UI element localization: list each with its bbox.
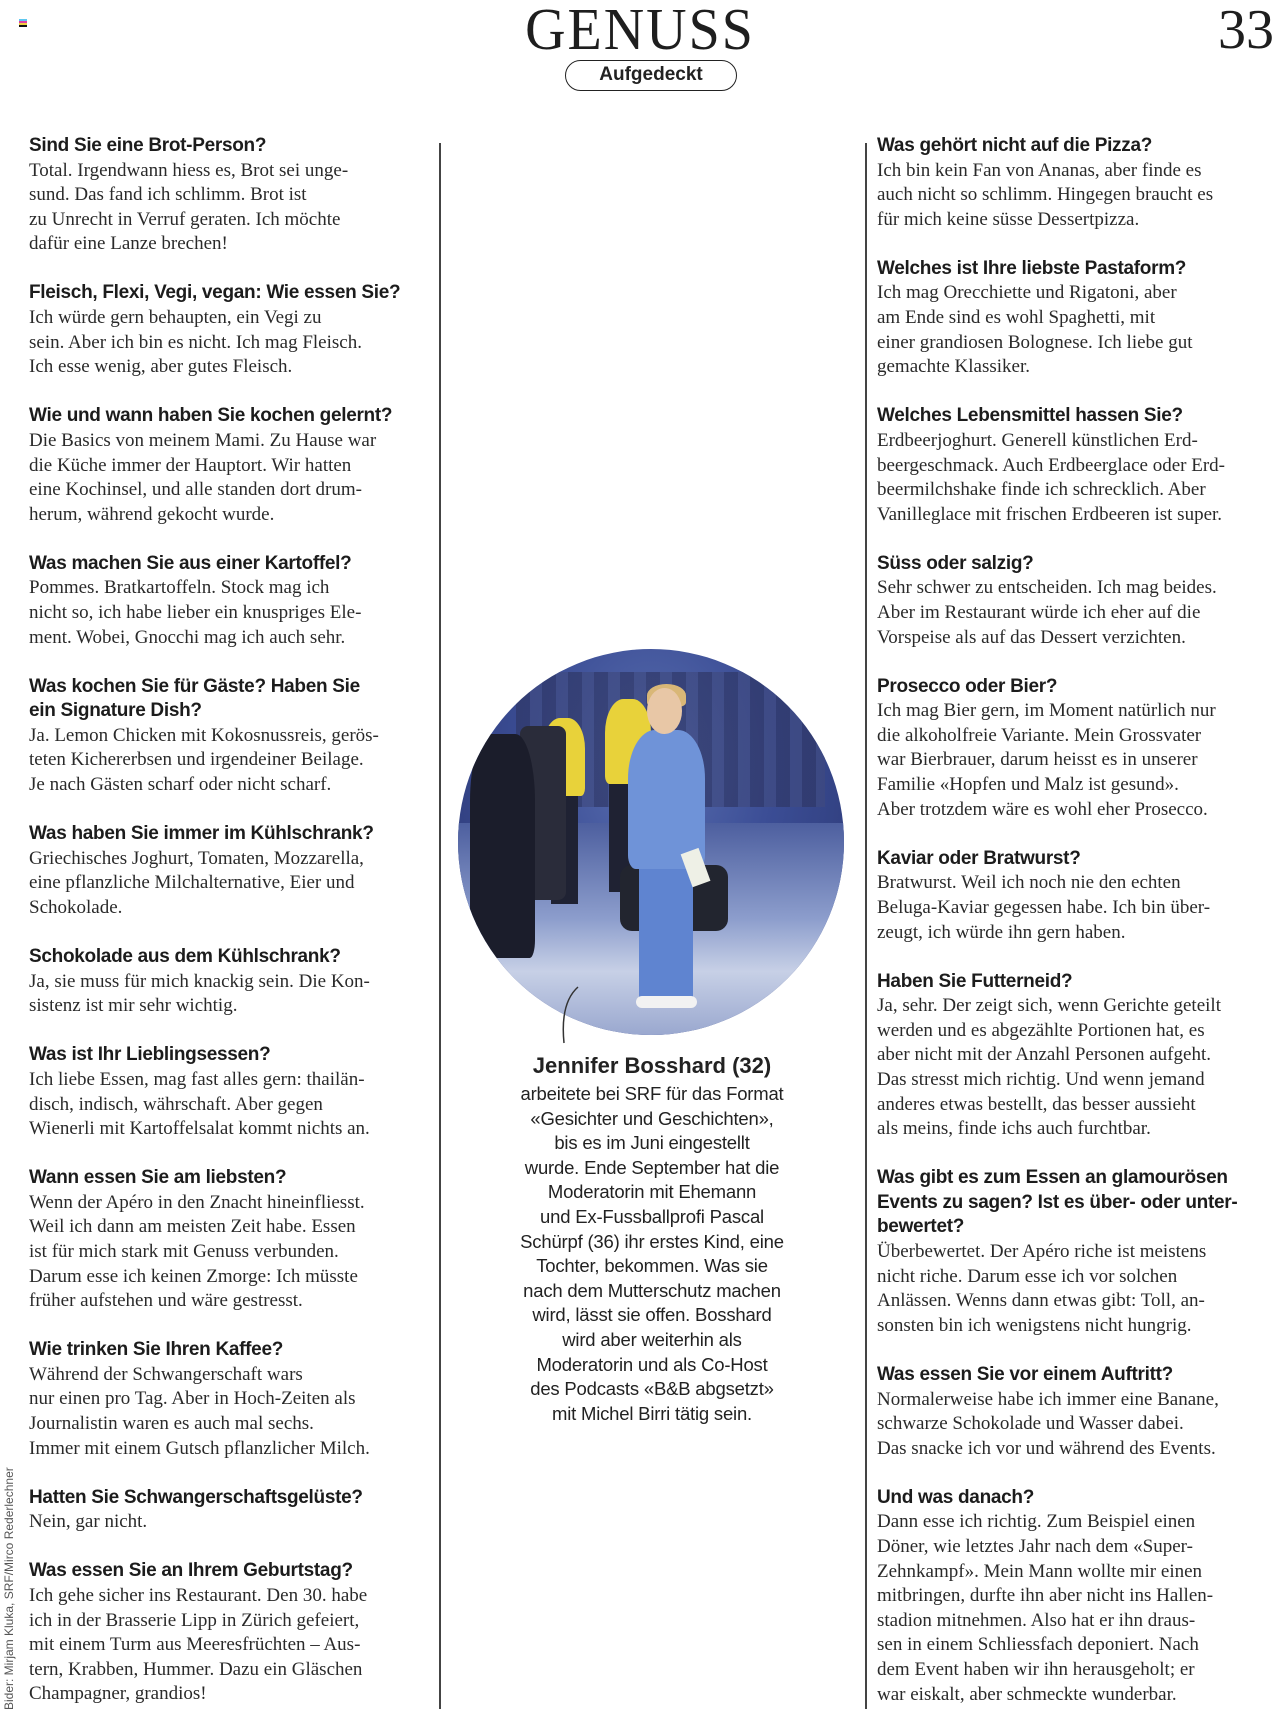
answer-text: Nein, gar nicht. <box>29 1511 148 1533</box>
qa-item <box>29 134 439 257</box>
photo-host-shoes <box>636 996 698 1008</box>
qa-item <box>29 552 439 650</box>
question-heading: Wie trinken Sie Ihren Kaffee? <box>29 1339 284 1361</box>
answer-text: Wenn der Apéro in den Znacht hineinfliesst. Weil ich dann am meisten Zeit habe. Essen ist für mich stark mit Genuss verbunden. Darum esse ich keinen Zmorge: Ich müsste früher aufstehen und wäre gestresst. <box>29 1191 365 1312</box>
answer-text: Griechisches Joghurt, Tomaten, Mozzarella, eine pflanzliche Milchalternative, Eier und Schokolade. <box>29 847 364 918</box>
question-heading: Schokolade aus dem Kühlschrank? <box>29 946 341 968</box>
answer-text: Ja, sehr. Der zeigt sich, wenn Gerichte geteilt werden und es abgezählte Portionen hat, es aber nicht mit der Anzahl Personen aufgeht. Das stresst mich richtig. Und wenn jemand anderes etwas bestellt, das besser aussieht als meins, finde ichs auch furchtbar. <box>877 995 1221 1140</box>
question-heading: Prosecco oder Bier? <box>877 675 1058 697</box>
portrait-caption <box>462 1052 842 1426</box>
question-heading: Welches ist Ihre liebste Pastaform? <box>877 257 1187 279</box>
question-heading: Haben Sie Futterneid? <box>877 970 1073 992</box>
qa-item <box>877 970 1277 1142</box>
answer-text: Dann esse ich richtig. Zum Beispiel einen Döner, wie letztes Jahr nach dem «Super- Zehnkampf». Mein Mann wollte mir einen mitbringen, durfte ihn aber nicht ins Hallen- stadion mitnehmen. Also hat er ihn draus- sen in einem Schliessfach deponiert. Nach dem Event haben wir ihn herausgeholt; er war eiskalt, aber schmeckte wunderbar. <box>877 1511 1214 1705</box>
answer-text: Ich mag Bier gern, im Moment natürlich nur die alkoholfreie Variante. Mein Grossvater war Bierbrauer, darum heisst es in unserer Familie «Hopfen und Malz ist gesund». Aber trotzdem wäre es wohl eher Prosecco. <box>877 700 1216 820</box>
qa-item <box>29 1559 439 1707</box>
answer-text: Ich würde gern behaupten, ein Vegi zu sein. Aber ich bin es nicht. Ich mag Fleisch. Ich esse wenig, aber gutes Fleisch. <box>29 307 362 378</box>
photo-host-face <box>647 688 682 734</box>
portrait-photo <box>458 649 844 1035</box>
question-heading: Fleisch, Flexi, Vegi, vegan: Wie essen Sie? <box>29 282 401 304</box>
qa-item <box>29 1166 439 1314</box>
answer-text: Erdbeerjoghurt. Generell künstlichen Erd- beergeschmack. Auch Erdbeerglace oder Erd- beermilchshake finde ich schrecklich. Aber Vanilleglace mit frischen Erdbeeren ist super. <box>877 429 1225 525</box>
question-heading: Was essen Sie vor einem Auftritt? <box>877 1363 1173 1385</box>
qa-item <box>877 847 1277 945</box>
question-heading: Was gibt es zum Essen an glamourösen Events zu sagen? Ist es über- oder unter- bewertet? <box>877 1167 1238 1238</box>
qa-item <box>877 1486 1277 1707</box>
qa-item <box>29 281 439 379</box>
page-number: 33 <box>1218 0 1274 61</box>
left-column <box>29 134 439 1731</box>
question-heading: Sind Sie eine Brot-Person? <box>29 135 267 156</box>
qa-item <box>29 822 439 920</box>
qa-item <box>29 945 439 1019</box>
question-heading: Was machen Sie aus einer Kartoffel? <box>29 552 352 574</box>
answer-text: Pommes. Bratkartoffeln. Stock mag ich nicht so, ich habe lieber ein knuspriges Ele- ment. Wobei, Gnocchi mag ich auch sehr. <box>29 577 362 648</box>
answer-text: Ja. Lemon Chicken mit Kokosnussreis, gerös- teten Kichererbsen und irgendeiner Beilage. Je nach Gästen scharf oder nicht scharf. <box>29 724 379 796</box>
qa-item <box>29 1043 439 1141</box>
answer-text: Ich bin kein Fan von Ananas, aber finde es auch nicht so schlimm. Hingegen braucht es für mich keine süsse Dessertpizza. <box>877 159 1214 230</box>
caption-pointer-icon <box>556 985 586 1045</box>
right-column <box>877 134 1277 1732</box>
column-divider-left <box>439 143 441 1709</box>
answer-text: Bratwurst. Weil ich noch nie den echten Beluga-Kaviar gegessen habe. Ich bin über- zeugt, ich würde ihn gern haben. <box>877 872 1211 943</box>
question-heading: Was essen Sie an Ihrem Geburtstag? <box>29 1560 353 1582</box>
question-heading: Was ist Ihr Lieblingsessen? <box>29 1044 271 1066</box>
question-heading: Welches Lebensmittel hassen Sie? <box>877 405 1183 427</box>
question-heading: Was gehört nicht auf die Pizza? <box>877 135 1153 156</box>
qa-item <box>877 1363 1277 1461</box>
question-heading: Süss oder salzig? <box>877 552 1034 574</box>
question-heading: Hatten Sie Schwangerschaftsgelüste? <box>29 1486 363 1508</box>
question-heading: Kaviar oder Bratwurst? <box>877 847 1081 869</box>
answer-text: Ja, sie muss für mich knackig sein. Die Kon- sistenz ist mir sehr wichtig. <box>29 970 370 1017</box>
qa-item <box>877 134 1277 232</box>
rubric-badge: Aufgedeckt <box>565 60 737 91</box>
answer-text: Normalerweise habe ich immer eine Banane, schwarze Schokolade und Wasser dabei. Das snacke ich vor und während des Events. <box>877 1388 1219 1459</box>
answer-text: Ich liebe Essen, mag fast alles gern: thailän- disch, indisch, währschaft. Aber gegen Wienerli mit Kartoffelsalat kommt nichts an. <box>29 1068 370 1140</box>
portrait-bio: arbeitete bei SRF für das Format «Gesichter und Geschichten», bis es im Juni eingestellt wurde. Ende September hat die Moderatorin mit Ehemann und Ex-Fussballprofi Pascal Schürpf (36) ihr erstes Kind, eine Tochter, bekommen. Was sie nach dem Mutterschutz machen wird, lässt sie offen. Bosshard wird aber weiterhin als Moderatorin und als Co-Host des Podcasts «B&B abgsetzt» mit Michel Birri tätig sein. <box>520 1083 784 1424</box>
answer-text: Überbewertet. Der Apéro riche ist meistens nicht riche. Darum esse ich vor solchen Anlässen. Wenns dann etwas gibt: Toll, an- sonsten bin ich wenigstens nicht hungrig. <box>877 1241 1207 1336</box>
qa-item <box>877 1166 1277 1338</box>
question-heading: Was kochen Sie für Gäste? Haben Sie ein Signature Dish? <box>29 675 360 722</box>
photo-host-trousers <box>639 857 693 1000</box>
question-heading: Und was danach? <box>877 1486 1035 1508</box>
qa-item <box>877 675 1277 823</box>
photo-credit: Bider: Mirjam Kluka, SRF/Mirco Rederlechner <box>2 1467 16 1710</box>
answer-text: Ich gehe sicher ins Restaurant. Den 30. habe ich in der Brasserie Lipp in Zürich gefeiert, mit einem Turm aus Meeresfrüchten – Aus- tern, Krabben, Hummer. Dazu ein Gläschen Champagner, grandios! <box>29 1585 368 1705</box>
photo-camera-operator <box>470 734 536 958</box>
photo-host-jacket <box>628 730 705 869</box>
qa-item <box>29 1486 439 1535</box>
question-heading: Was haben Sie immer im Kühlschrank? <box>29 823 374 845</box>
answer-text: Total. Irgendwann hiess es, Brot sei unge- sund. Das fand ich schlimm. Brot ist zu Unrecht in Verruf geraten. Ich möchte dafür eine Lanze brechen! <box>29 159 349 255</box>
column-divider-right <box>865 143 867 1709</box>
qa-item <box>29 404 439 527</box>
answer-text: Sehr schwer zu entscheiden. Ich mag beides. Aber im Restaurant würde ich eher auf die Vorspeise als auf das Dessert verzichten. <box>877 577 1217 648</box>
question-heading: Wann essen Sie am liebsten? <box>29 1167 287 1189</box>
qa-item <box>877 404 1277 527</box>
qa-item <box>29 675 439 798</box>
portrait-name: Jennifer Bosshard (32) <box>532 1053 772 1078</box>
qa-item <box>29 1338 439 1461</box>
question-heading: Wie und wann haben Sie kochen gelernt? <box>29 405 393 427</box>
qa-item <box>877 257 1277 380</box>
answer-text: Ich mag Orecchiette und Rigatoni, aber am Ende sind es wohl Spaghetti, mit einer grandiosen Bolognese. Ich liebe gut gemachte Klassiker. <box>877 282 1193 378</box>
answer-text: Die Basics von meinem Mami. Zu Hause war die Küche immer der Hauptort. Wir hatten eine Kochinsel, und alle standen dort drum- herum, während gekocht wurde. <box>29 429 377 525</box>
section-title: GENUSS <box>525 0 755 63</box>
answer-text: Während der Schwangerschaft wars nur einen pro Tag. Aber in Hoch-Zeiten als Journalistin waren es auch mal sechs. Immer mit einem Gutsch pflanzlicher Milch. <box>29 1363 370 1459</box>
qa-item <box>877 552 1277 650</box>
